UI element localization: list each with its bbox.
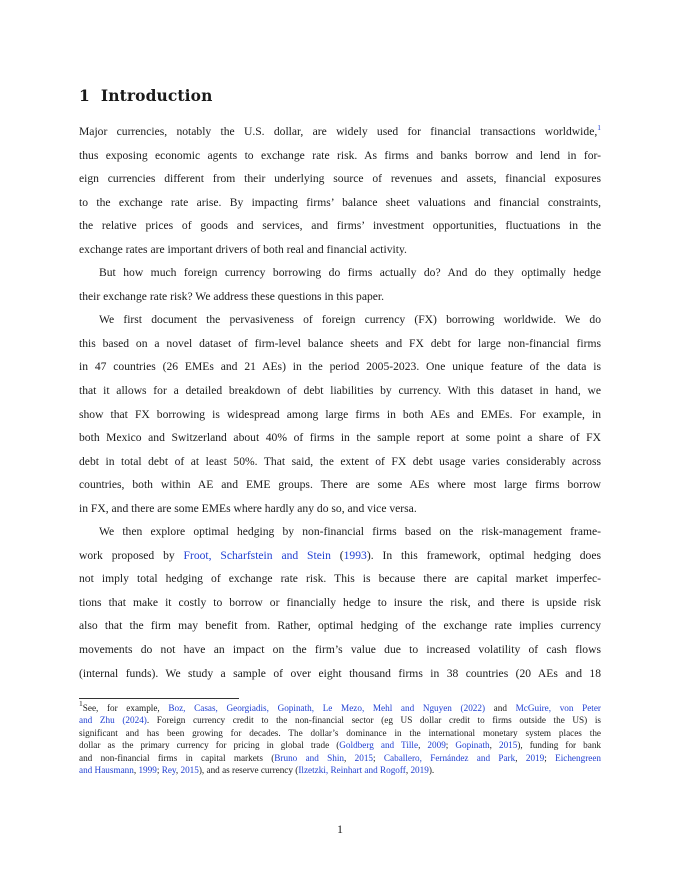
citation-link[interactable]: Eichengreen — [555, 752, 602, 763]
citation-link[interactable]: Rey — [161, 764, 176, 775]
text-line: debt in total debt of at least 50%. That said, the extent of FX debt usage varies considerably across — [79, 454, 601, 468]
citation-link[interactable]: Boz, Casas, Georgiadis, Gopinath, Le Mezo, Mehl and Nguyen — [168, 703, 452, 713]
text-line: not imply total hedging of exchange rate risk. This is because there are capital market imperfec- — [79, 572, 601, 586]
text-line: countries, both within AE and EME groups. There are some AEs where most large firms borrow — [79, 478, 601, 492]
text-line: eign currencies different from their underlying source of revenues and assets, financial exposures — [79, 172, 601, 186]
citation-year-link[interactable]: 2019 — [410, 764, 429, 775]
citation-year-link[interactable]: 2015 — [354, 752, 374, 763]
citation-year-link[interactable]: 1993 — [343, 548, 367, 562]
section-title: Introduction — [100, 86, 213, 105]
text-line: show that FX borrowing is widespread among large firms in both AEs and EMEs. For example, in — [79, 407, 601, 421]
text-line: (internal funds). We study a sample of over eight thousand firms in 38 countries (20 AEs and 18 — [79, 666, 601, 680]
citation-link[interactable]: Bruno and Shin — [274, 752, 345, 763]
citation-year-link[interactable]: 2019 — [525, 752, 545, 763]
footnote-line: dollar as the primary currency for pricing in global trade (Goldberg and Tille, 2009; Gopinath, 2015), funding for bank — [79, 740, 602, 751]
citation-link[interactable]: McGuire, von Peter — [515, 703, 601, 713]
footnote-line: $^1$See, for example, Boz, Casas, Georgiadis, Gopinath, Le Mezo, Mehl and Nguyen (2022) and McGuire, von Peter — [79, 699, 601, 713]
text-line: the relative prices of goods and services, and firms’ investment opportunities, fluctuations in the — [79, 219, 601, 233]
text-line: that it allows for a detailed breakdown of debt liabilities by currency. With this dataset in hand, we — [79, 384, 601, 398]
text-line: Major currencies, notably the U.S. dollar, are widely used for financial transactions worldwide,$^1$ — [79, 123, 601, 138]
citation-link[interactable]: Froot, Scharfstein and Stein — [183, 548, 331, 562]
footnote-line: and non-financial firms in capital markets (Bruno and Shin, 2015; Caballero, Fernández and Park, 2019; Eichengreen — [79, 752, 602, 763]
text-line: their exchange rate risk? We address these questions in this paper. — [79, 289, 385, 303]
footnote-line: and Zhu (2024). Foreign currency credit to the non-financial sector (eg US dollar credit to firms outside the US) is — [79, 715, 601, 726]
citation-year-link[interactable]: 2015 — [180, 764, 199, 775]
citation-link[interactable]: Caballero, Fernández and Park — [383, 752, 516, 763]
section-heading — [79, 86, 212, 105]
text-line: work proposed by Froot, Scharfstein and Stein (1993). In this framework, optimal hedging does — [79, 548, 601, 562]
citation-link[interactable]: Goldberg and Tille — [339, 740, 419, 751]
text-line: We then explore optimal hedging by non-financial firms based on the risk-management frame- — [99, 525, 601, 539]
text-line: But how much foreign currency borrowing do firms actually do? And do they optimally hedge — [99, 266, 601, 280]
text-line: exchange rates are important drivers of both real and financial activity. — [79, 242, 407, 256]
citation-link[interactable]: Ilzetzki, Reinhart and Rogoff — [298, 764, 406, 775]
text-line: both Mexico and Switzerland about 40% of firms in the sample report at some point a share of FX — [79, 431, 601, 445]
citation-link[interactable]: Gopinath — [455, 740, 490, 751]
citation-year-link[interactable]: (2022) — [460, 703, 486, 713]
footnote-rule — [79, 698, 239, 699]
citation-year-link[interactable]: 2009 — [427, 740, 446, 751]
text-line: We first document the pervasiveness of foreign currency (FX) borrowing worldwide. We do — [99, 313, 601, 327]
footnote-link[interactable]: 1 — [597, 123, 601, 132]
text-line: in 47 countries (26 EMEs and 21 AEs) in the period 2005-2023. One unique feature of the data is — [79, 360, 601, 374]
page-number: 1 — [337, 822, 343, 836]
footnote-line: and Hausmann, 1999; Rey, 2015), and as reserve currency (Ilzetzki, Reinhart and Rogoff, 2019). — [79, 764, 435, 775]
citation-year-link[interactable]: 2015 — [498, 740, 518, 751]
text-line: movements do not have an impact on the firm’s value due to increased volatility of cash flows — [79, 643, 601, 657]
text-line: thus exposing economic agents to exchange rate risk. As firms and banks borrow and lend in for- — [79, 148, 601, 162]
text-line: to the exchange rate arise. By impacting firms’ balance sheet valuations and financial constraints, — [79, 195, 601, 209]
footnote — [79, 699, 602, 776]
citation-link[interactable]: and Hausmann — [79, 764, 134, 775]
body-text — [79, 120, 601, 685]
footnote-line: significant and has been growing for decades. The dollar’s dominance in the international monetary system places the — [79, 727, 601, 738]
section-number: 1 — [79, 86, 90, 105]
text-line: also that the firm may benefit from. Rather, optimal hedging of the exchange rate implies currency — [79, 619, 601, 633]
citation-year-link[interactable]: 1999 — [138, 764, 157, 775]
text-line: this based on a novel dataset of firm-level balance sheets and FX debt for large non-financial firms — [79, 336, 601, 350]
citation-link[interactable]: and Zhu — [79, 715, 115, 726]
citation-year-link[interactable]: (2024) — [122, 715, 147, 726]
text-line: in FX, and there are some EMEs where hardly any do so, and vice versa. — [79, 501, 417, 515]
text-line: tions that make it costly to borrow or financially hedge to insure the risk, and there is upside risk — [79, 595, 601, 609]
